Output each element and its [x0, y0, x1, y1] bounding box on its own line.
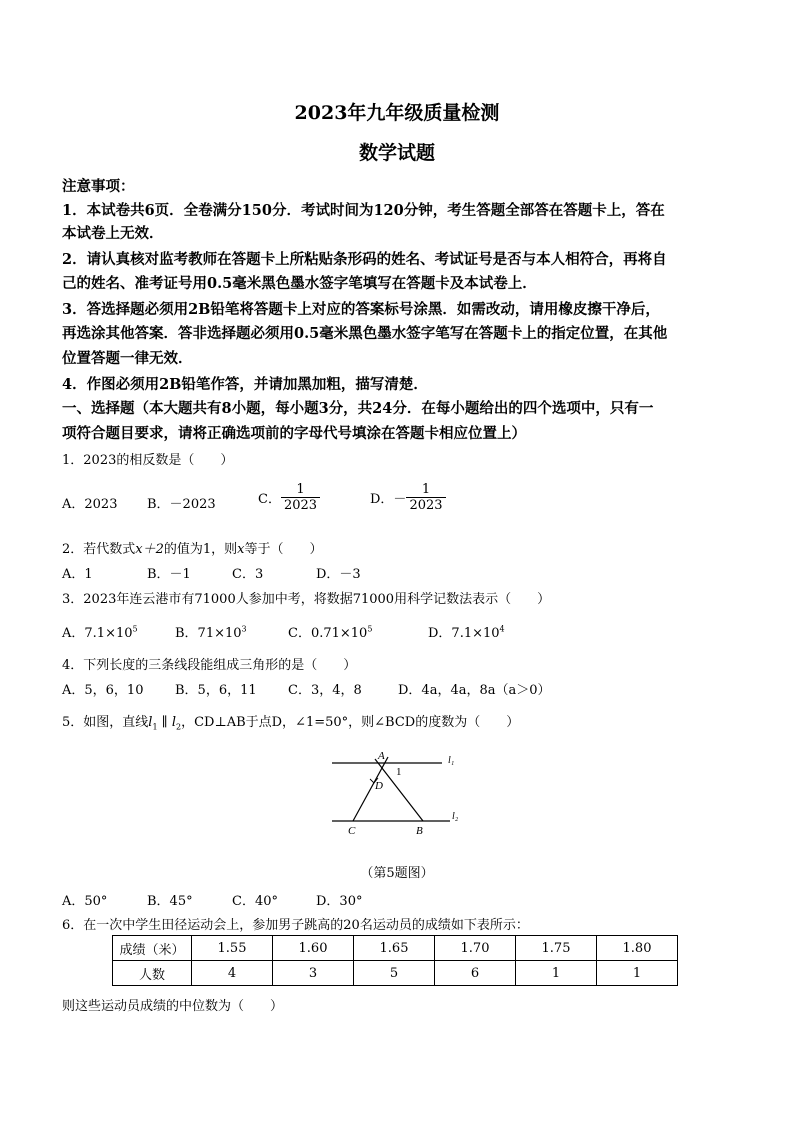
fraction-denominator: 2023 — [283, 498, 318, 513]
table-cell: 4 — [192, 961, 273, 986]
table-cell: 1.75 — [516, 936, 597, 961]
question-2-stem — [62, 538, 323, 557]
angle-1-label: 1 — [396, 766, 402, 778]
exam-subtitle: 数学试题 — [358, 142, 435, 164]
option-exponent: 5 — [132, 624, 138, 634]
question-3-stem: 3．2023年连云港市有71000人参加中考，将数据71000用科学记数法表示（ ） — [62, 592, 551, 607]
table-cell: 1 — [597, 961, 678, 986]
section-heading-line2: 项符合题目要求，请将正确选项前的字母代号填涂在答题卡相应位置上） — [62, 425, 526, 442]
question-2-option-b: B．－1 — [147, 567, 191, 582]
question-1-stem: 1．2023的相反数是（ ） — [62, 453, 234, 468]
notice-line: 4．作图必须用2B铅笔作答，并请加黑加粗，描写清楚． — [62, 376, 428, 393]
option-base: B．71×10 — [175, 626, 242, 641]
option-base: D．7.1×10 — [428, 626, 500, 641]
point-d-label: D — [375, 780, 383, 792]
question-4-option-b: B．5，6，11 — [175, 683, 257, 698]
notice-line: 2．请认真核对监考教师在答题卡上所粘贴条形码的姓名、考试证号是否与本人相符合，再将自 — [62, 251, 667, 268]
notice-line: 本试卷上无效． — [62, 225, 164, 242]
question-2-expr: x＋2 — [135, 542, 164, 557]
question-4-option-c: C．3，4，8 — [288, 683, 362, 698]
line-l2-label: l₂ — [452, 811, 459, 822]
question-2-var: x — [237, 542, 245, 557]
question-5-option-c: C．40° — [232, 894, 278, 909]
notice-line: 再选涂其他答案．答非选择题必须用0.5毫米黑色墨水签字笔写在答题卡上的指定位置，在其他 — [62, 325, 668, 342]
question-2-stem-c: 等于（ ） — [244, 542, 323, 557]
results-table — [112, 935, 678, 986]
question-2-option-a: A．1 — [62, 567, 93, 582]
table-cell: 1.80 — [597, 936, 678, 961]
question-2-stem-a: 2．若代数式 — [62, 542, 136, 557]
option-exponent: 4 — [499, 624, 505, 634]
figure-caption: （第5题图） — [360, 866, 434, 881]
table-header-cell: 人数 — [113, 961, 192, 986]
question-3-option-d — [428, 622, 505, 641]
table-cell: 3 — [273, 961, 354, 986]
question-3-option-b — [175, 622, 247, 641]
table-cell: 5 — [354, 961, 435, 986]
parallel-symbol: ∥ — [157, 715, 172, 730]
question-3-option-a — [62, 622, 138, 641]
question-1-option-d — [370, 482, 446, 513]
question-1-option-b: B．－2023 — [147, 497, 216, 512]
question-5-stem-b: ，CD⊥AB于点D，∠1=50°，则∠BCD的度数为（ ） — [181, 715, 520, 730]
option-d-label: D．－ — [370, 492, 407, 507]
point-c-label: C — [348, 825, 356, 837]
notice-heading: 注意事项： — [62, 178, 135, 195]
fraction-denominator: 2023 — [409, 498, 443, 513]
question-2-option-c: C．3 — [232, 567, 264, 582]
question-5-option-d: D．30° — [316, 894, 363, 909]
notice-line: 3．答选择题必须用2B铅笔将答题卡上对应的答案标号涂黑．如需改动，请用橡皮擦干净后， — [62, 301, 660, 318]
line-l1-subscript: 1 — [152, 722, 158, 732]
option-exponent: 3 — [241, 624, 247, 634]
option-c-label: C． — [258, 492, 281, 507]
question-5-stem-a: 5．如图，直线 — [62, 715, 149, 730]
option-base: A．7.1×10 — [62, 626, 133, 641]
notice-line: 位置答题一律无效． — [62, 350, 193, 367]
table-cell: 1 — [516, 961, 597, 986]
question-6-stem: 6．在一次中学生田径运动会上，参加男子跳高的20名运动员的成绩如下表所示： — [62, 918, 529, 933]
table-cell: 1.60 — [273, 936, 354, 961]
table-cell: 1.55 — [192, 936, 273, 961]
question-5-figure — [330, 745, 470, 845]
table-row — [113, 936, 678, 961]
table-header-cell: 成绩（米） — [113, 936, 192, 961]
line-l2-subscript: 2 — [176, 722, 182, 732]
question-6-followup: 则这些运动员成绩的中位数为（ ） — [62, 999, 284, 1014]
line-l1: l — [148, 715, 153, 730]
line-l2: l — [171, 715, 176, 730]
point-a-label: A — [378, 750, 385, 762]
point-b-label: B — [416, 825, 423, 837]
option-exponent: 5 — [367, 624, 373, 634]
question-3-option-c — [288, 622, 372, 641]
question-5-option-b: B．45° — [147, 894, 193, 909]
notice-line: 1．本试卷共6页．全卷满分150分．考试时间为120分钟，考生答题全部答在答题卡上，答在 — [62, 202, 665, 219]
fraction — [281, 482, 320, 513]
question-5-option-a: A．50° — [62, 894, 108, 909]
option-base: C．0.71×10 — [288, 626, 368, 641]
question-2-stem-b: 的值为1，则 — [163, 542, 238, 557]
question-5-stem — [62, 711, 519, 732]
question-1-option-c — [258, 482, 320, 513]
question-4-option-a: A．5，6，10 — [62, 683, 144, 698]
table-cell: 6 — [435, 961, 516, 986]
fraction-numerator: 1 — [281, 482, 320, 498]
notice-line: 己的姓名、准考证号用0.5毫米黑色墨水签字笔填写在答题卡及本试卷上． — [62, 275, 537, 292]
question-2-option-d: D．－3 — [316, 567, 361, 582]
table-cell: 1.65 — [354, 936, 435, 961]
fraction-numerator: 1 — [406, 482, 445, 498]
fraction — [406, 482, 445, 513]
table-row — [113, 961, 678, 986]
exam-title: 2023年九年级质量检测 — [294, 102, 500, 124]
table-cell: 1.70 — [435, 936, 516, 961]
section-heading-line1: 一、选择题（本大题共有8小题，每小题3分，共24分．在每小题给出的四个选项中，只有一 — [62, 400, 654, 417]
line-l1-label: l₁ — [448, 755, 455, 766]
question-4-stem: 4．下列长度的三条线段能组成三角形的是（ ） — [62, 658, 357, 673]
question-1-option-a: A．2023 — [62, 497, 118, 512]
question-4-option-d: D．4a，4a，8a（a＞0） — [398, 683, 551, 698]
